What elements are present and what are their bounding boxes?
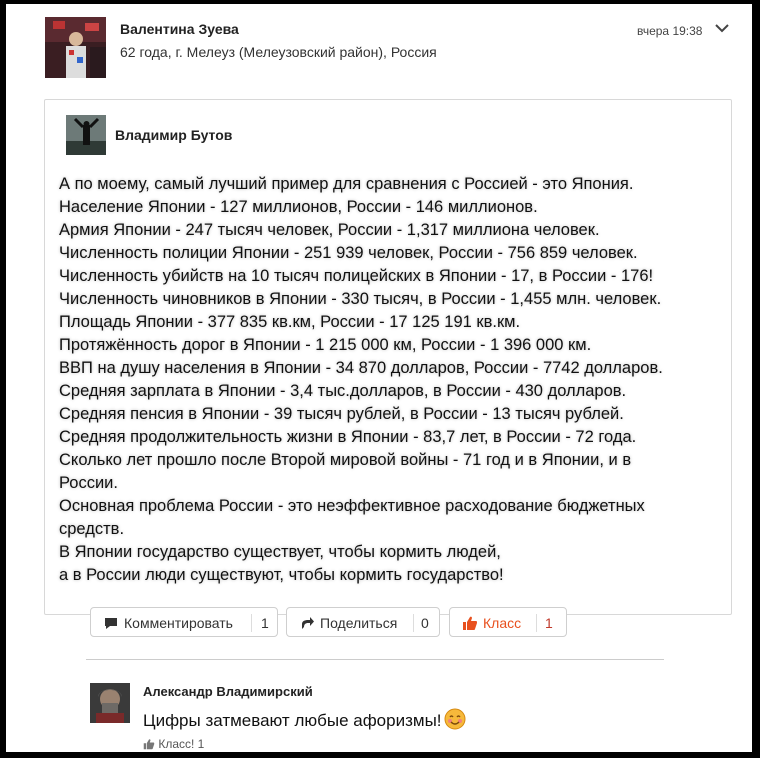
share-label: Поделиться [320,615,398,631]
post-line: А по моему, самый лучший пример для сравнения с Россией - это Япония. [59,175,634,193]
post-body [59,173,729,587]
repost-author-name[interactable]: Владимир Бутов [115,127,233,143]
comments-divider [86,659,664,660]
divider [413,614,414,632]
author-name[interactable]: Валентина Зуева [120,21,239,37]
post-line: Сколько лет прошло после Второй мировой войны - 71 год и в Японии, и в [59,451,632,469]
commenter-name[interactable]: Александр Владимирский [143,684,313,699]
comment-count: 1 [261,615,269,631]
author-avatar[interactable] [45,17,106,78]
comment-label: Комментировать [124,615,233,631]
post-line: Средняя пенсия в Японии - 39 тысяч рублей, в России - 13 тысяч рублей. [59,405,624,423]
post-line: ВВП на душу населения в Японии - 34 870 долларов, России - 7742 долларов. [59,359,663,377]
post-line: В Японии государство существует, чтобы кормить людей, [59,543,501,561]
chevron-down-icon[interactable] [714,21,730,35]
post-line: Численность полиции Японии - 251 939 человек, России - 756 859 человек. [59,244,638,262]
share-button[interactable] [286,607,440,637]
comment-like-button[interactable] [143,737,204,752]
post-line: Население Японии - 127 миллионов, России - 146 миллионов. [59,198,538,216]
comment-text-content: Цифры затмевают любые афоризмы! [143,711,442,730]
share-count: 0 [421,615,429,631]
repost-card [44,99,732,615]
comment-like-label: Класс! 1 [158,737,205,751]
post-line: Средняя зарплата в Японии - 3,4 тыс.долларов, в России - 430 долларов. [59,382,627,400]
repost-author-avatar[interactable] [66,115,106,155]
divider [536,614,537,632]
post-line: Протяжённость дорог в Японии - 1 215 000 км, России - 1 396 000 км. [59,336,592,354]
post-timestamp: вчера 19:38 [637,24,703,38]
post-line: Армия Японии - 247 тысяч человек, России - 1,317 миллиона человек. [59,221,600,239]
post-line: средств. [59,520,125,538]
like-label: Класс [483,615,522,631]
thumbs-up-icon [462,615,478,636]
speech-bubble-icon [103,615,119,636]
thumbs-up-icon [143,738,155,752]
divider [251,614,252,632]
post-line: России. [59,474,118,492]
post-line: Численность чиновников в Японии - 330 тысяч, в России - 1,455 млн. человек. [59,290,662,308]
post-line: Площадь Японии - 377 835 кв.км, России - 17 125 191 кв.км. [59,313,521,331]
share-arrow-icon [299,615,315,636]
post-line: Численность убийств на 10 тысяч полицейских в Японии - 17, в России - 176! [59,267,654,285]
author-meta: 62 года, г. Мелеуз (Мелеузовский район), Россия [120,44,437,60]
comment-button[interactable] [90,607,278,637]
like-count: 1 [545,615,553,631]
post-line: Основная проблема России - это неэффективное расходование бюджетных [59,497,645,515]
comment-text [143,708,466,731]
post-line: а в России люди существуют, чтобы кормить государство! [59,566,504,584]
smiling-face-emoji [444,708,466,730]
post-line: Средняя продолжительность жизни в Японии - 83,7 лет, в России - 72 года. [59,428,637,446]
like-button[interactable] [449,607,567,637]
commenter-avatar[interactable] [90,683,130,723]
post-frame [6,4,752,752]
